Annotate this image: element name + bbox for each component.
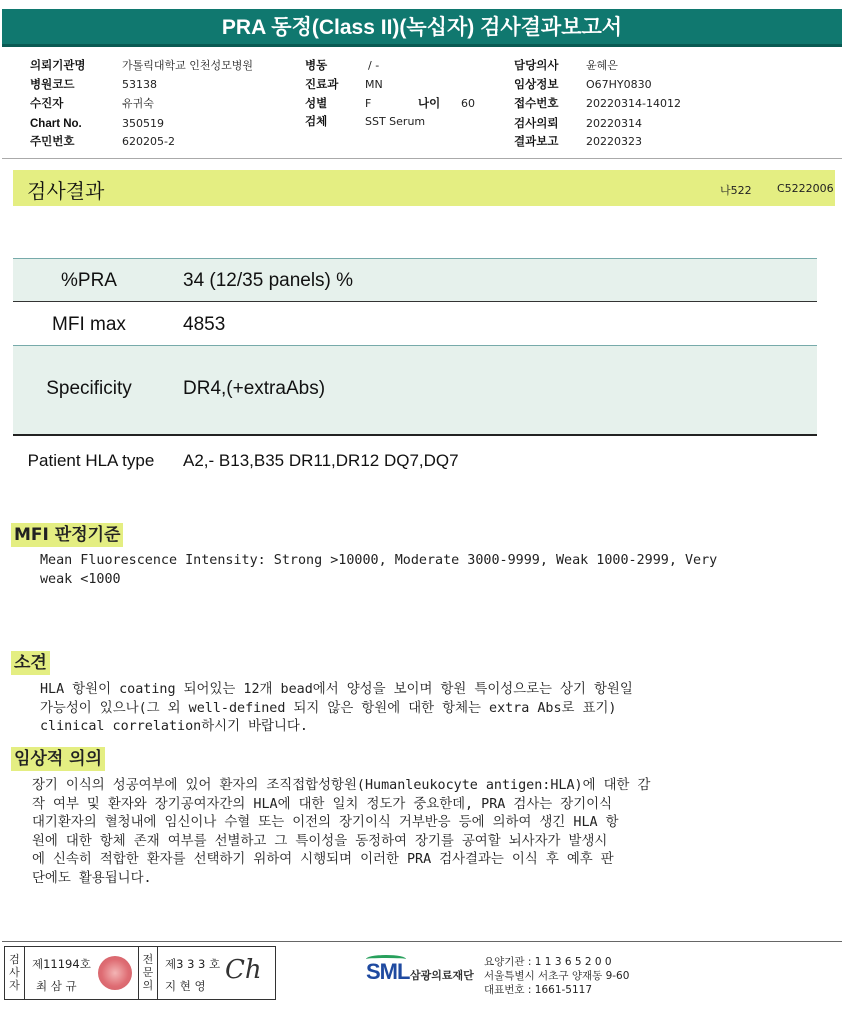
- mfi-heading: MFI 판정기준: [11, 523, 123, 547]
- sml-logo: [366, 955, 481, 995]
- info-specimen: 검체 SST Serum: [305, 115, 426, 128]
- info-sex: 성별 F: [305, 97, 372, 110]
- seal-stamp: [98, 956, 132, 990]
- info-doctor: 담당의사 윤혜은: [514, 59, 618, 72]
- address-line-2: 서울특별시 서초구 양재동 9-60: [484, 970, 630, 982]
- result-value: 34 (12/35 panels) %: [183, 270, 354, 291]
- header-divider: [2, 158, 842, 159]
- result-key: %PRA: [61, 270, 117, 291]
- result-key: Patient HLA type: [27, 451, 155, 470]
- organization-name: 삼광의료재단: [410, 969, 474, 982]
- result-key: MFI max: [52, 314, 126, 335]
- info-chart-no: Chart No. 350519: [30, 117, 164, 130]
- examiner-license: 제11194호: [32, 957, 91, 971]
- signature-box: [4, 946, 276, 1000]
- clinical-text: 장기 이식의 성공여부에 있어 환자의 조직접합성항원(Humanleukocyte antigen:HLA)에 대한 감 작 여부 및 환자와 장기공여자간의 HLA에 대한 일치 정도가 중요한데, PRA 검사는 장기이식 대기환자의 혈청내에 임신이나 수혈 또는 이전의 장기이식 거부반응 등에 의하여 생긴 HLA 항 원에 대한 항체 존재 여부를 선별하고 그 특이성을 동정하여 장기를 공여할 뇌사자가 발생시 에 신속히 적합한 환자를 선택하기 위하여 시행되며 이러한 PRA 검사결과는 이식 후 예후 판 단에도 활용됩니다.: [32, 778, 651, 886]
- info-institution: 의뢰기관명 가톨릭대학교 인천성모병원: [30, 59, 254, 72]
- findings-text: HLA 항원이 coating 되어있는 12개 bead에서 양성을 보이며 항원 특이성으로는 상기 항원일 가능성이 있으나(그 외 well-defined 되지 않은 항원에 대한 항체는 extra Abs로 표기) clinical correlation하시기 바랍니다.: [40, 682, 633, 734]
- section-code-1: 나522: [720, 184, 752, 197]
- info-hospital-code: 병원코드 53138: [30, 78, 157, 91]
- specialist-license: 제3 3 3 호: [165, 957, 221, 971]
- result-row-specificity: [13, 346, 817, 436]
- clinical-heading: 임상적 의의: [11, 747, 105, 771]
- result-key: Specificity: [46, 378, 132, 399]
- examiner-name: 최 삼 규: [36, 979, 77, 993]
- result-row-hla: [13, 436, 817, 484]
- section-code-2: C5222006: [777, 182, 834, 195]
- results-table: [13, 258, 817, 484]
- address-line-3: 대표번호 : 1661-5117: [484, 984, 593, 996]
- section-title: 검사결과: [27, 179, 105, 203]
- address-line-1: 요양기관 : 1 1 3 6 5 2 0 0: [484, 956, 612, 968]
- result-value: A2,- B13,B35 DR11,DR12 DQ7,DQ7: [183, 451, 459, 470]
- info-request-date: 검사의뢰 20220314: [514, 117, 642, 130]
- findings-heading: 소견: [11, 651, 50, 675]
- info-patient: 수진자 유귀숙: [30, 97, 154, 110]
- result-row-mfi: [13, 302, 817, 346]
- signature: Ch: [225, 955, 262, 985]
- info-clinical: 임상정보 O67HY0830: [514, 78, 652, 91]
- result-value: DR4,(+extraAbs): [183, 378, 326, 399]
- info-resident-no: 주민번호 620205-2: [30, 135, 175, 148]
- info-ward: 병동 / -: [305, 59, 380, 72]
- organization-address: [484, 955, 629, 997]
- info-report-date: 결과보고 20220323: [514, 135, 642, 148]
- footer-divider: [2, 941, 842, 942]
- specialist-name: 지 현 영: [165, 979, 206, 993]
- info-department: 진료과 MN: [305, 78, 383, 91]
- mfi-text: Mean Fluorescence Intensity: Strong >10000, Moderate 3000-9999, Weak 1000-2999, Very weak <1000: [40, 553, 718, 587]
- report-title: PRA 동정(Class II)(녹십자) 검사결과보고서: [2, 9, 842, 47]
- logo-mark: SML: [366, 959, 410, 984]
- info-age: 나이 60: [418, 97, 475, 110]
- result-row-pra: [13, 258, 817, 302]
- specialist-label: 전 문 의: [138, 947, 158, 999]
- examiner-label: 검 사 자: [5, 947, 25, 999]
- results-section-bar: [13, 170, 835, 206]
- info-receipt-no: 접수번호 20220314-14012: [514, 97, 681, 110]
- result-value: 4853: [183, 314, 226, 335]
